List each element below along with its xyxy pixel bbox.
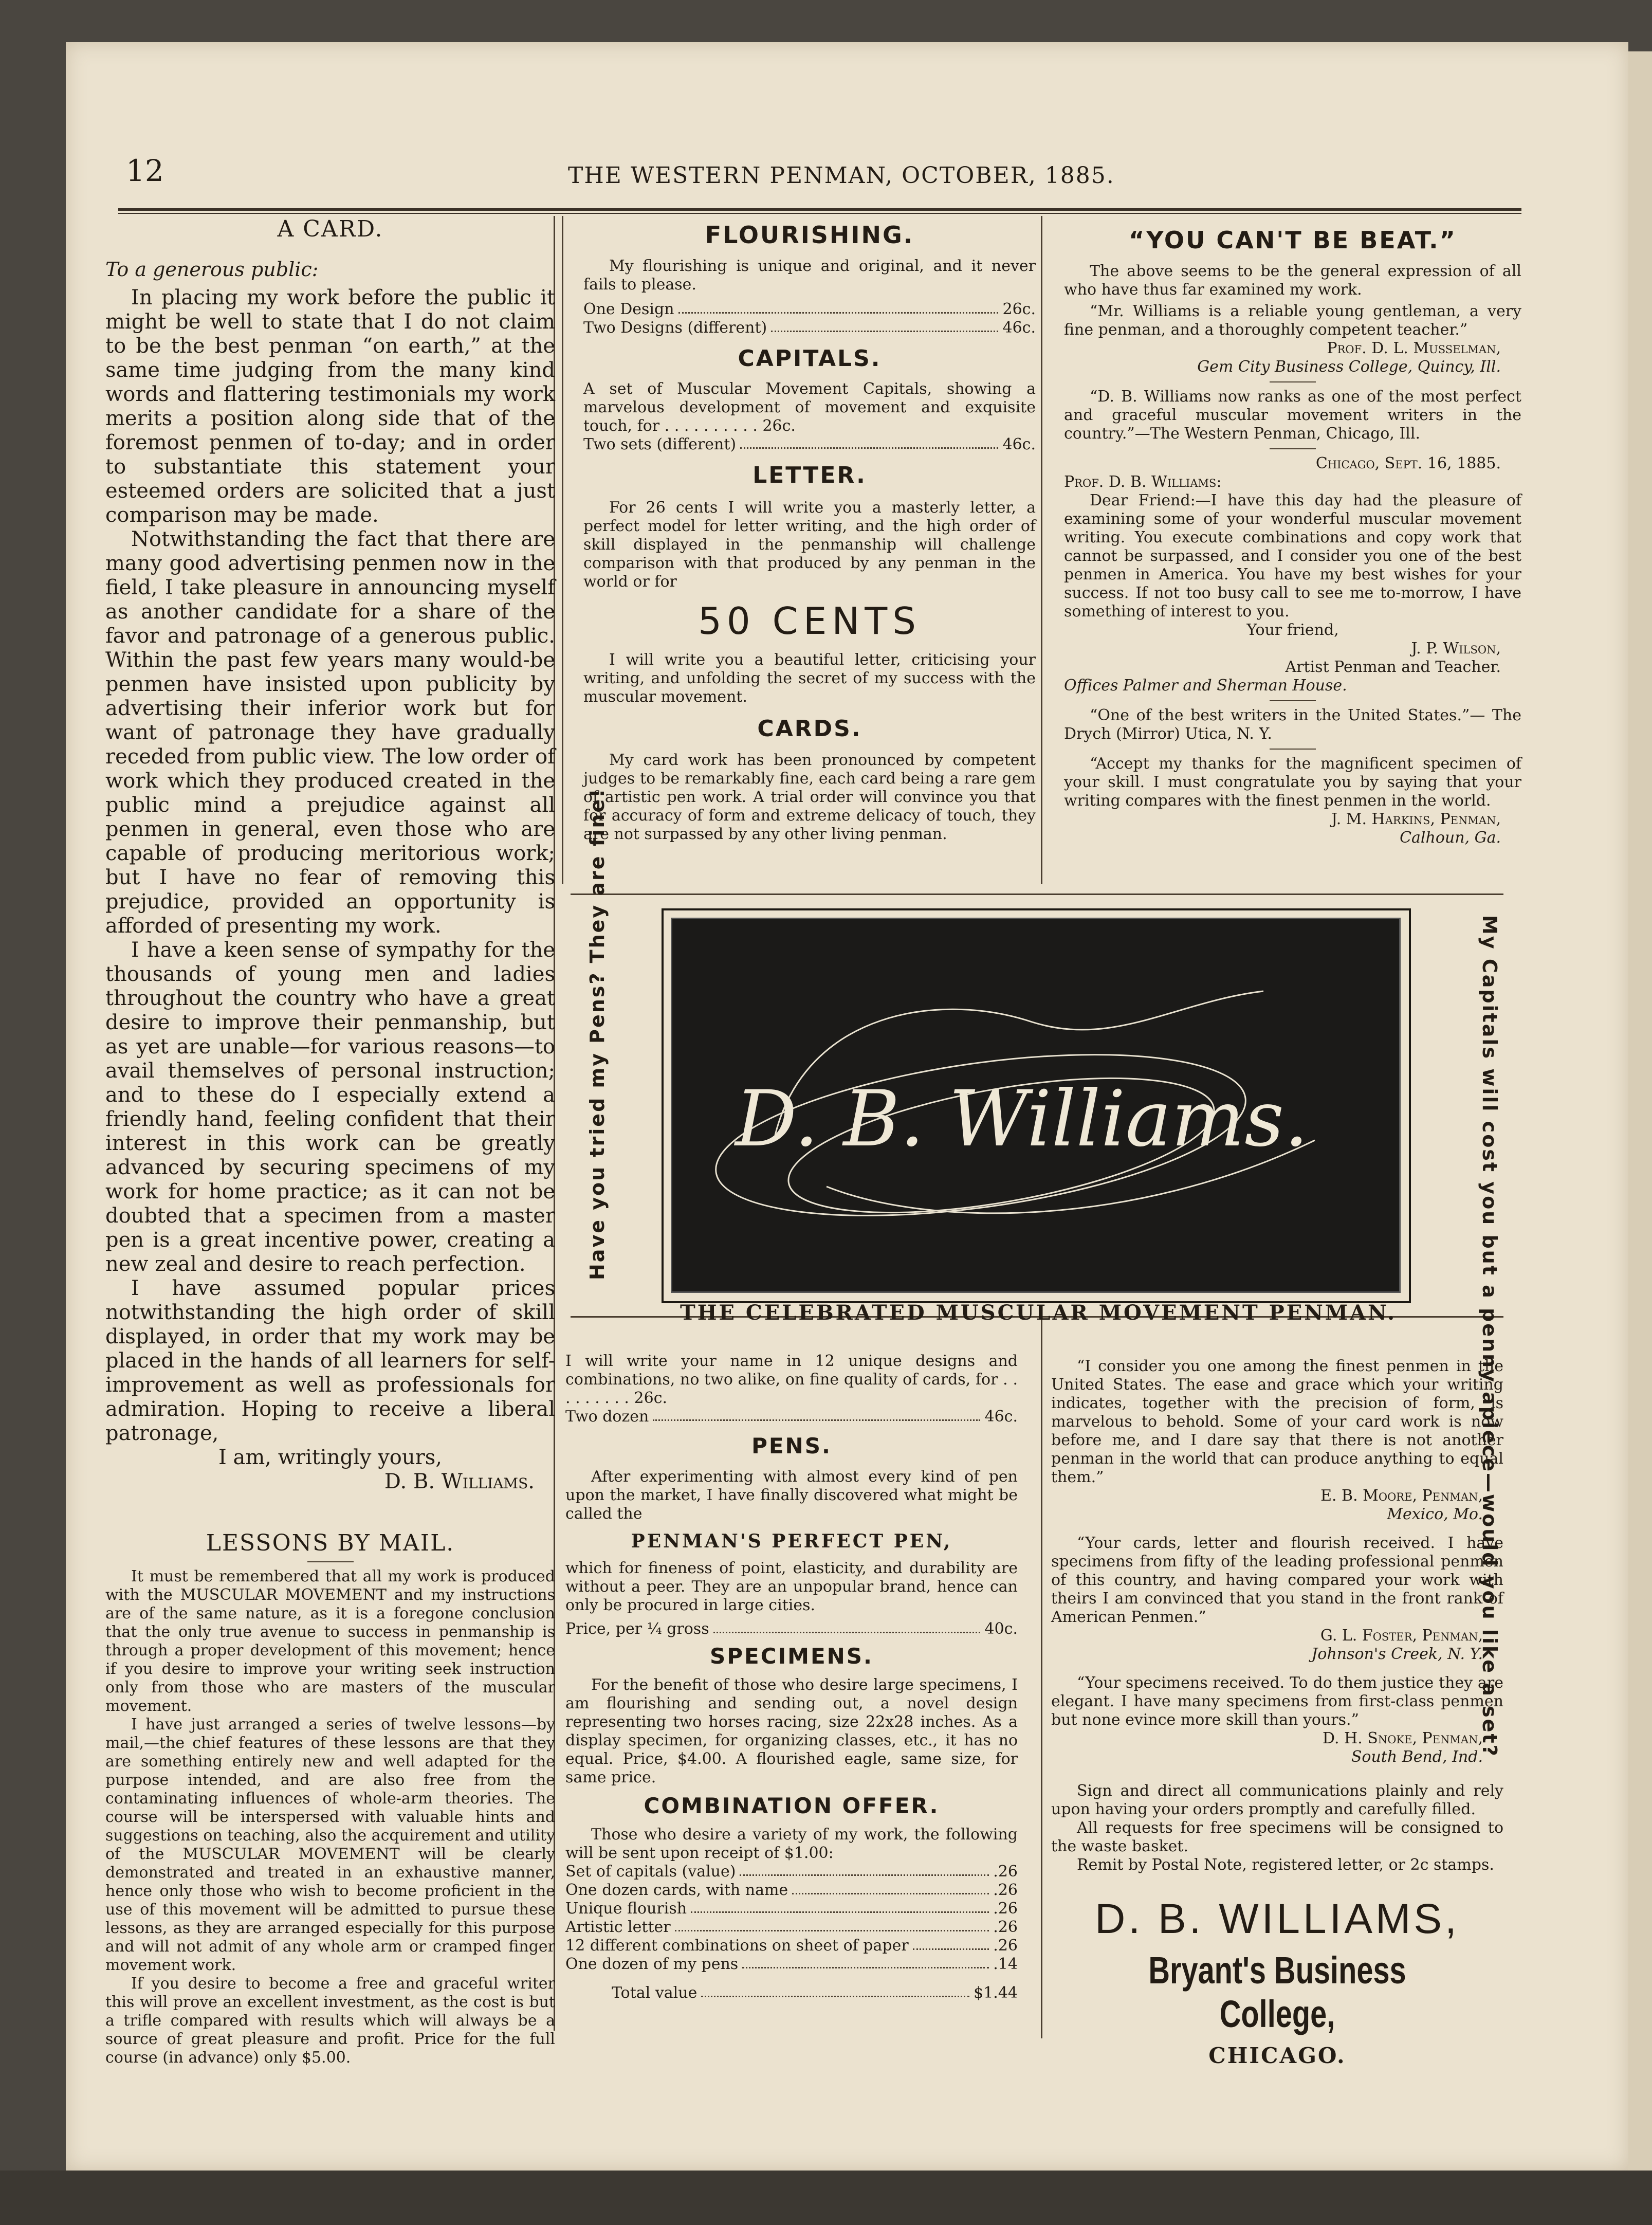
cards-heading: CARDS. <box>757 716 862 742</box>
lessons-paragraph: If you desire to become a free and graceful writer this will prove an excellent investment, as the cost is but a trifle compared with results which will always be a source of great pleasure and profit. Price for the full course (in advance) only $5.00. <box>105 1975 555 2067</box>
card-paragraph: I have a keen sense of sympathy for the thousands of young men and ladies throughout the country who have a great desire to improve their penmanship, but as yet are unable—for various reasons—to avail themselves of personal instruction; and to these do I especially extend a friendly hand, feeling confident that their interest in this work can be greatly advanced by securing specimens of my work for home practice; as it can not be doubted that a specimen from a master pen is a great incentive power, creating a new zeal and desire to reach perfection. <box>105 938 555 1276</box>
letter-title: Artist Penman and Teacher. <box>1285 658 1501 676</box>
adjacent-page-edge <box>1628 51 1652 2225</box>
letter-heading: LETTER. <box>752 462 867 488</box>
advertiser-name: D. B. WILLIAMS, <box>1095 1895 1460 1942</box>
lessons-paragraph: I have just arranged a series of twelve lessons—by mail,—the chief features of these lessons are that they are something entirely new and well adapted for the purpose intended, and are also free from the contaminating influences of whole-arm theories. The course will be interspersed with valuable hints and suggestions on teaching, also the acquirement and utility of the MUSCULAR MOVEMENT will be clearly demonstrated and treated in an exhaustive manner, hence only those who wish to become proficient in the use of this movement will be admitted to pursue these lessons, as they are arranged especially for this purpose and will not admit of any whole arm or cramped finger movement work. <box>105 1716 555 1974</box>
letter-signature: J. P. Wilson, <box>1411 640 1501 658</box>
price-row: One Design 26c. <box>583 300 1036 318</box>
price-row: Two sets (different) 46c. <box>583 435 1036 453</box>
card-paragraph: I have assumed popular prices notwithstanding the high order of skill displayed, in order that my work may be placed in the hands of all learners for self-improvement as well as professionals for admiration. Hoping to receive a liberal patronage, <box>105 1276 555 1445</box>
letter-text: For 26 cents I will write you a masterly letter, a perfect model for letter writing, and the high order of skill displayed in the penmanship will challenge comparison with that produced by any penman in the world or for <box>583 499 1036 591</box>
snoke-place: South Bend, Ind. <box>1351 1748 1483 1766</box>
combo-row: 12 different combinations on sheet of paper .26 <box>565 1937 1018 1955</box>
price-row: Two dozen 46c. <box>565 1408 1018 1426</box>
header-rule <box>118 208 1521 211</box>
column-divider <box>1041 1319 1042 2038</box>
offers-column <box>583 221 1036 844</box>
specimens-heading: SPECIMENS. <box>709 1644 873 1669</box>
column-divider <box>562 216 563 884</box>
price-row: Price, per ¼ gross 40c. <box>565 1620 1018 1638</box>
combo-total: Total value $1.44 <box>612 1984 1018 2002</box>
harkins-quote: “Accept my thanks for the magnificent specimen of your skill. I must congratulate you by saying that your writing compares with the finest penmen in the world. <box>1064 755 1521 810</box>
letter-body: Dear Friend:—I have this day had the pleasure of examining some of your wonderful muscular movement writing. You execute combinations and copy work that cannot be surpassed, and I consider you one of the best penmen in America. You have my best wishes for your success. If not too busy call to see me to-morrow, I have something of interest to you. <box>1064 491 1521 621</box>
divider <box>1270 700 1316 701</box>
specimens-text: For the benefit of those who desire large specimens, I am flourishing and sending out, a novel design representing two horses racing, size 22x28 inches. As a display specimen, for organizing classes, etc., it has no equal. Price, $4.00. A flourished eagle, same size, for same price. <box>565 1676 1018 1786</box>
testimonial-text: “D. B. Williams now ranks as one of the most perfect and graceful muscular movement writers in the country.”—The Western Penman, Chicago, Ill. <box>1064 388 1521 443</box>
card-closing: I am, writingly yours, <box>218 1446 443 1469</box>
name-design-offer: I will write your name in 12 unique designs and combinations, no two alike, on fine quality of cards, for . . . . . . . . . 26c. <box>565 1352 1018 1407</box>
pen-name: PENMAN'S PERFECT PEN, <box>631 1530 952 1552</box>
drych-quote: “One of the best writers in the United States.”— The Drych (Mirror) Utica, N. Y. <box>1064 706 1521 743</box>
combo-intro: Those who desire a variety of my work, the following will be sent upon receipt of $1.00: <box>565 1826 1018 1862</box>
lower-testimonials-column <box>1051 1357 1503 2068</box>
moore-place: Mexico, Mo. <box>1387 1505 1483 1523</box>
pens-sidebar-text: Have you tried my Pens? They are fine! <box>586 787 609 1280</box>
city-name: CHICAGO. <box>1208 2043 1346 2068</box>
section-rule <box>571 893 1503 895</box>
remit-text: Remit by Postal Note, registered letter, or 2c stamps. <box>1077 1856 1494 1874</box>
harkins-place: Calhoun, Ga. <box>1400 829 1501 847</box>
combo-row: One dozen of my pens .14 <box>565 1955 1018 1973</box>
letter-text-2: I will write you a beautiful letter, criticising your writing, and unfolding the secret of my success with the muscular movement. <box>583 651 1036 706</box>
column-divider <box>1041 216 1042 884</box>
foster-signature: G. L. Foster, Penman, <box>1320 1627 1483 1645</box>
combo-row: Artistic letter .26 <box>565 1918 1018 1936</box>
requests-text: All requests for free specimens will be consigned to the waste basket. <box>1051 1819 1503 1855</box>
capitals-offer: A set of Muscular Movement Capitals, showing a marvelous development of movement and exquisite touch, for . . . . . . . . . . 26c. <box>583 380 1036 435</box>
pens-text: After experimenting with almost every kind of pen upon the market, I have finally discovered what might be called the <box>565 1468 1018 1523</box>
divider <box>1270 448 1316 449</box>
card-salutation: To a generous public: <box>105 258 319 281</box>
moore-signature: E. B. Moore, Penman, <box>1320 1487 1483 1505</box>
letter-office: Offices Palmer and Sherman House. <box>1064 677 1347 695</box>
masthead-title: THE WESTERN PENMAN, OCTOBER, 1885. <box>568 162 1115 189</box>
snoke-signature: D. H. Snoke, Penman, <box>1323 1729 1483 1747</box>
header-rule-thin <box>118 213 1521 214</box>
beat-heading: “YOU CAN'T BE BEAT.” <box>1129 226 1457 254</box>
flourish-ornament <box>672 919 1399 1291</box>
pens-heading: PENS. <box>751 1433 832 1458</box>
page-number: 12 <box>126 153 164 188</box>
card-paragraph: Notwithstanding the fact that there are many good advertising penmen now in the field, I take pleasure in announcing myself as another candidate for a share of the favor and patronage of a generous public. Within the past few years many would-be penmen have insisted upon publicity by advertising their inferior work but for want of patronage they have gradually receded from public view. The low order of work which they produced created in the public mind a prejudice against all penmen in general, even those who are capable of producing meritorious work; but I have no fear of removing this prejudice, provided an opportunity is afforded of presenting my work. <box>105 527 555 938</box>
letter-to: Prof. D. B. Williams: <box>1064 473 1222 491</box>
lessons-paragraph: It must be remembered that all my work is produced with the MUSCULAR MOVEMENT and my instructions are of the same nature, as it is a foregone conclusion that the only true avenue to success in penmanship is through a proper development of this movement; hence if you desire to improve your writing seek instruction only from those who are masters of the muscular movement. <box>105 1567 555 1715</box>
capitals-heading: CAPITALS. <box>738 345 882 372</box>
testimonial-text: “Mr. Williams is a reliable young gentleman, a very fine penman, and a thoroughly competent teacher.” <box>1064 302 1521 339</box>
college-name: Bryant's Business College, <box>1148 1949 1406 2035</box>
directions-text: Sign and direct all communications plainly and rely upon having your orders promptly and carefully filled. <box>1051 1782 1503 1818</box>
testimonials-column <box>1064 226 1521 847</box>
card-column <box>105 216 555 2067</box>
foster-quote: “Your cards, letter and flourish received. I have specimens from fifty of the leading professional penmen of this country, and having compared your work with theirs I am convinced that you stand in the front rank of American Penmen.” <box>1051 1534 1503 1626</box>
banner-caption: THE CELEBRATED MUSCULAR MOVEMENT PENMAN. <box>680 1301 1397 1325</box>
moore-quote: “I consider you one among the finest penmen in the United States. The ease and grace which your writing indicates, together with the precision of form, is marvelous to behold. Some of your card work is now before me, and I dare say that there is not another penman in the world that can produce anything to equal them.” <box>1051 1357 1503 1486</box>
combo-heading: COMBINATION OFFER. <box>644 1793 940 1818</box>
letter-date: Chicago, Sept. 16, 1885. <box>1315 454 1501 472</box>
cards-text: My card work has been pronounced by competent judges to be remarkably fine, each card being a rare gem of artistic pen work. A trial order will convince you that for accuracy of form and extreme delicacy of touch, they are not surpassed by any other living penman. <box>583 751 1036 843</box>
combo-row: One dozen cards, with name .26 <box>565 1881 1018 1899</box>
snoke-quote: “Your specimens received. To do them justice they are elegant. I have many specimens from first-class penmen but none evince more skill than yours.” <box>1051 1674 1503 1729</box>
capitals-sidebar-text: My Capitals will cost you but a penny apiece—would you like a set? <box>1478 915 1501 1758</box>
card-paragraph: In placing my work before the public it might be well to state that I do not claim to be the best penman “on earth,” at the same time judging from the many kind words and flattering testimonials my work merits a position along side that of the foremost penmen of to-day; and in order to substantiate this statement your esteemed orders are solicited that a just comparison may be made. <box>105 286 555 527</box>
divider <box>1270 381 1316 382</box>
background-surface <box>0 2171 1652 2225</box>
testimonial-author: Prof. D. L. Musselman, <box>1327 339 1501 357</box>
divider <box>307 1561 354 1562</box>
pens-text-2: which for fineness of point, elasticity, and durability are without a peer. They are an unpopular brand, hence can only be procured in large cities. <box>565 1559 1018 1614</box>
divider <box>1270 749 1316 750</box>
letter-close: Your friend, <box>1246 621 1339 639</box>
beat-intro: The above seems to be the general expression of all who have thus far examined my work. <box>1064 262 1521 299</box>
card-heading: A CARD. <box>277 216 383 242</box>
combo-row: Set of capitals (value) .26 <box>565 1863 1018 1881</box>
harkins-signature: J. M. Harkins, Penman, <box>1331 810 1501 828</box>
flourishing-intro: My flourishing is unique and original, and it never fails to please. <box>583 257 1036 294</box>
combo-row: Unique flourish .26 <box>565 1900 1018 1918</box>
foster-place: Johnson's Creek, N. Y. <box>1311 1645 1483 1663</box>
lessons-heading: LESSONS BY MAIL. <box>206 1530 455 1556</box>
price-row: Two Designs (different) 46c. <box>583 319 1036 337</box>
price-banner: 50 CENTS <box>698 599 921 643</box>
card-signature: D. B. Williams. <box>384 1470 535 1493</box>
testimonial-source: Gem City Business College, Quincy, Ill. <box>1197 358 1501 376</box>
flourishing-heading: FLOURISHING. <box>705 221 914 249</box>
signature-card <box>671 918 1401 1293</box>
signature-text: D. B. Williams. <box>735 1074 1309 1164</box>
lower-offers-column <box>565 1352 1018 2002</box>
